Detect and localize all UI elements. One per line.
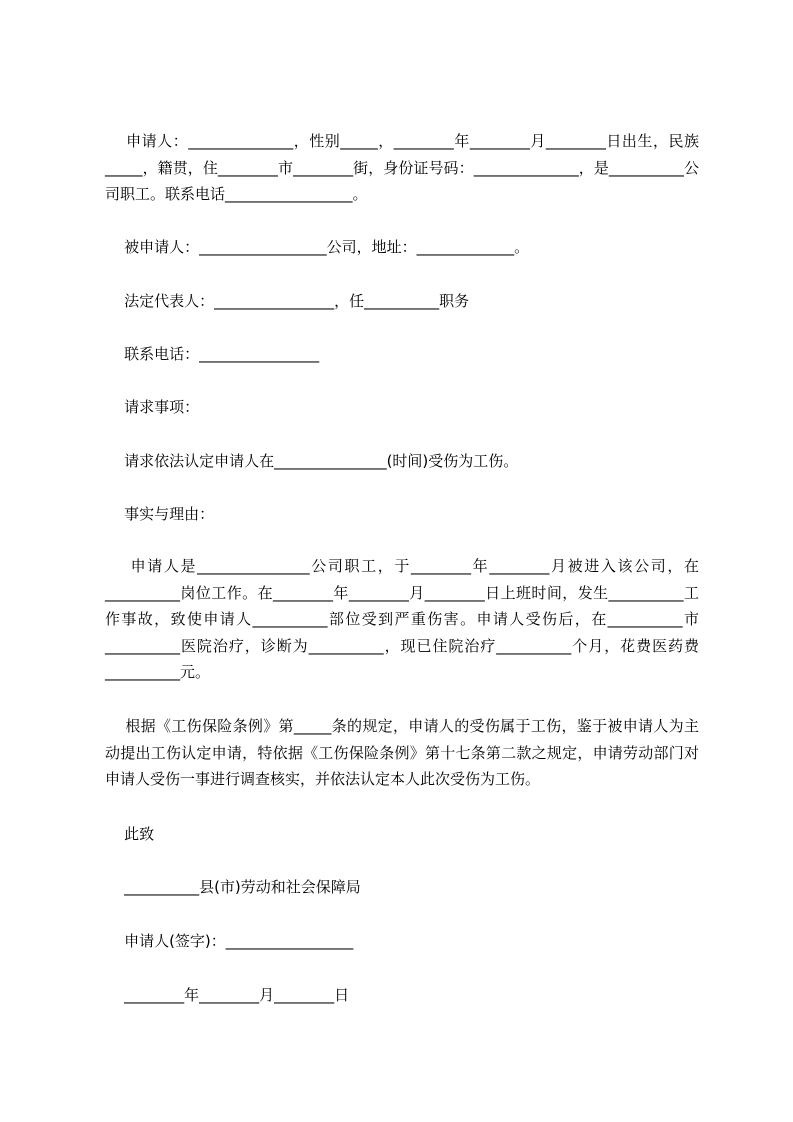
applicant-info-paragraph: 申请人：______________，性别_____，________年________月________日出生，民族_____，籍贯，住________市________街，身份证号码：______________，是__________公司职工。联系电话_________________。 [105,132,699,203]
signature-line: 申请人(签字)：_________________ [105,932,354,950]
closing-salutation: 此致 [105,825,155,843]
legal-basis-paragraph: 根据《工伤保险条例》第_____条的规定，申请人的受伤属于工伤，鉴于被申请人为主动提出工伤认定申请，特依据《工伤保险条例》第十七条第二款之规定，申请劳动部门对申请人受伤一事进行调查核实，并依法认定本人此次受伤为工伤。 [105,717,699,788]
request-body-paragraph: 请求依法认定申请人在_______________(时间)受伤为工伤。 [105,452,519,470]
facts-heading: 事实与理由： [105,505,215,523]
legal-representative-paragraph: 法定代表人：________________，任__________职务 [105,292,470,310]
facts-body-paragraph: 申请人是_______________公司职工，于________年________月被进入该公司，在__________岗位工作。在________年________月________日上班时间，发生__________工作事故，致使申请人__________部位受到严重伤害。申请人受伤后，在__________市__________医院治疗，诊断为__________，现已住院治疗__________个月，花费医药费__________元。 [105,557,699,681]
date-line: ________年________月________日 [105,986,350,1004]
respondent-paragraph: 被申请人：_________________公司，地址：_____________。 [105,238,530,256]
respondent-phone-paragraph: 联系电话：________________ [105,345,320,363]
recipient-line: __________县(市)劳动和社会保障局 [105,878,361,896]
request-heading: 请求事项： [105,398,200,416]
